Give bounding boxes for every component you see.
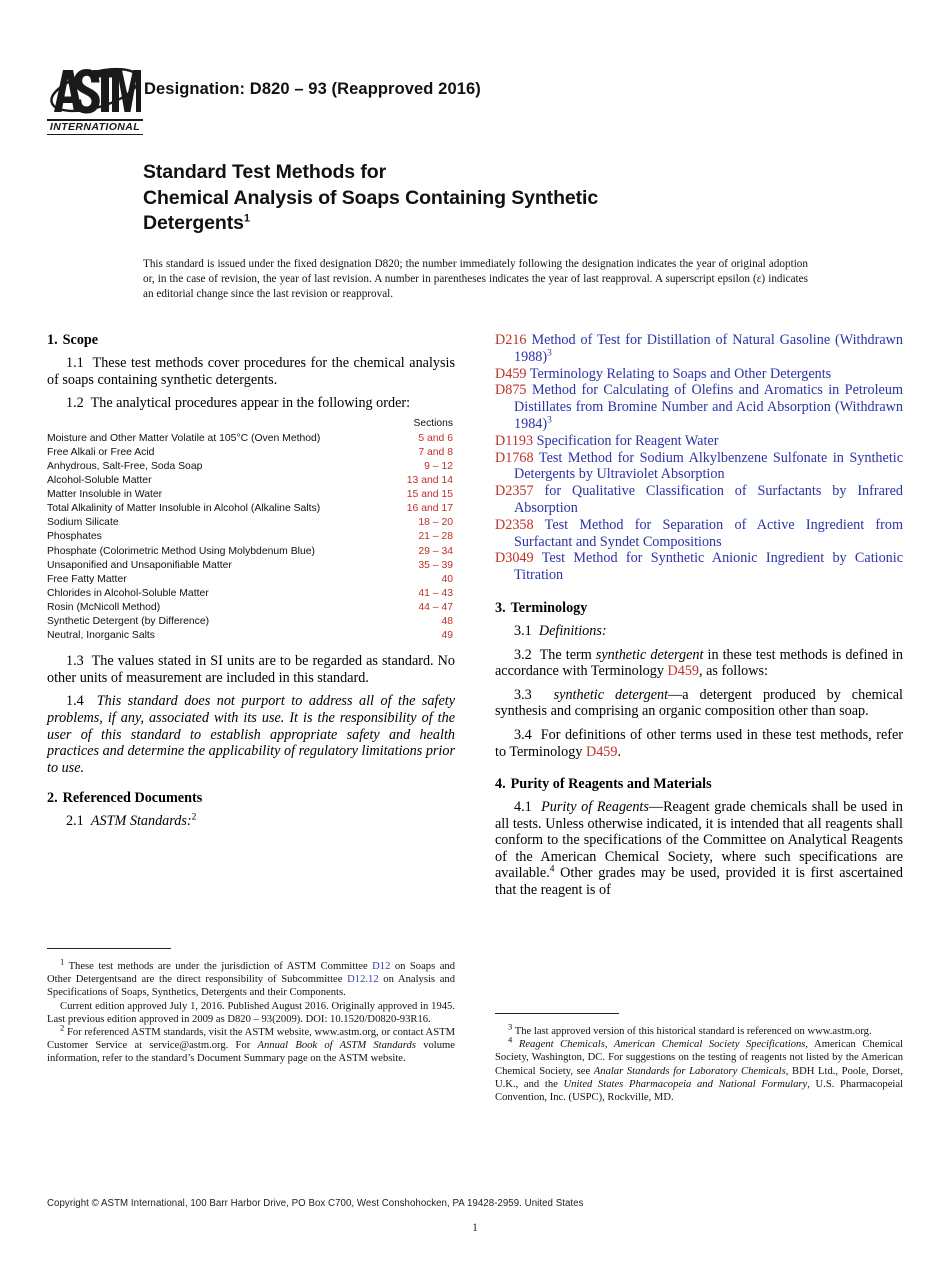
- procedure-name: Free Fatty Matter: [47, 573, 127, 585]
- section-title: Purity of Reagents and Materials: [510, 776, 712, 793]
- standard-preamble: This standard is issued under the fixed designation D820; the number immediately following the designation indicates the year of original adoption or, in the case of revision, the year of last revision. A number in parentheses indicates the year of last reapproval. A superscript epsilon (ε) indicates an editorial change since the last revision or reapproval.: [143, 258, 808, 301]
- paragraph-1-4: 1.4 This standard does not purport to address all of the safety problems, if any, associated with its use. It is the responsibility of the user of this standard to establish appropriate safety and health practices and determine the applicability of regulatory limitations prior to use.: [47, 693, 455, 776]
- standard-title[interactable]: Test Method for Synthetic Anionic Ingredient by Cationic Titration: [514, 550, 904, 584]
- standard-suffix: (Withdrawn 1988): [514, 332, 904, 365]
- footnote-number: 3: [508, 1021, 513, 1032]
- standard-title[interactable]: Terminology Relating to Soaps and Other Detergents: [529, 365, 832, 382]
- standard-designation[interactable]: D1193: [495, 432, 534, 449]
- procedure-name: Rosin (McNicoll Method): [47, 601, 161, 613]
- section-title: Terminology: [510, 599, 588, 616]
- committee-link-d12[interactable]: D12: [372, 961, 391, 972]
- footnote-marker: 2: [191, 812, 197, 823]
- procedure-sections: 29 – 34: [418, 545, 453, 557]
- procedure-name: Unsaponified and Unsaponifiable Matter: [47, 559, 232, 571]
- paragraph-1-1: 1.1 These test methods cover procedures for the chemical analysis of soaps containing synthetic detergents.: [47, 355, 455, 388]
- paragraph-3-2: 3.2 The term synthetic detergent in these test methods is defined in accordance with Terminology D459, as follows:: [495, 646, 903, 680]
- standard-title[interactable]: Specification for Reagent Water: [536, 432, 719, 449]
- standard-designation[interactable]: D2357: [495, 483, 534, 500]
- footnote-divider: [47, 948, 171, 949]
- table-row: [47, 629, 455, 643]
- procedure-name: Total Alkalinity of Matter Insoluble in Alcohol (Alkaline Salts): [47, 503, 321, 515]
- procedure-sections: 21 – 28: [418, 531, 453, 543]
- list-item: [495, 550, 903, 584]
- table-row: [47, 615, 455, 629]
- footnote-3: $^3$ The last approved version of this historical standard is referenced on www.astm.org.: [508, 1021, 872, 1037]
- standard-title[interactable]: Test Method for Sodium Alkylbenzene Sulfonate in Synthetic Detergents by Ultraviolet Absorption: [514, 449, 904, 483]
- footnote-2: $^2$ For referenced ASTM standards, visit the ASTM website, www.astm.org, or contact ASTM Customer Service at service@astm.org. For Annual Book of ASTM Standards volume information, refer to the standard’s Document Summary page on the ASTM website.: [47, 1022, 455, 1065]
- section-number: 1.: [47, 332, 58, 348]
- procedure-sections: 7 and 8: [418, 446, 453, 458]
- table-row: [47, 432, 455, 446]
- list-item: [495, 450, 903, 484]
- footnote-marker: 4: [549, 864, 555, 875]
- procedure-sections: 48: [441, 616, 453, 627]
- section-title: Scope: [62, 332, 99, 348]
- standard-title[interactable]: Method for Calculating of Olefins and Aromatics in Petroleum Distillates from Bromine Number and Acid Absorption: [514, 382, 903, 416]
- footnote-divider: [495, 1013, 619, 1014]
- table-row: [47, 502, 455, 516]
- right-column: [495, 332, 903, 906]
- standard-designation[interactable]: D3049: [495, 550, 534, 567]
- procedure-name: Free Alkali or Free Acid: [47, 446, 155, 458]
- section-heading-scope: [47, 332, 455, 349]
- document-header: [47, 62, 907, 142]
- procedure-sections: 16 and 17: [406, 503, 453, 515]
- list-item: [495, 433, 903, 450]
- procedures-table-body: [47, 432, 455, 643]
- procedure-name: Sodium Silicate: [47, 517, 119, 529]
- standard-designation[interactable]: D875: [495, 382, 527, 399]
- page-number: 1: [472, 1222, 478, 1234]
- paragraph-4-1: 4.1 Purity of Reagents—Reagent grade chemicals shall be used in all tests. Unless otherwise indicated, it is intended that all reagents shall conform to the specifications of the Committee on Analytical Reagents of the American Chemical Society, where such specifications are available.$^4$ Other grades may be used, provided it is first ascertained that the reagent is of: [495, 799, 903, 899]
- paragraph-1-3: 1.3 The values stated in SI units are to be regarded as standard. No other units of measurement are included in this standard.: [47, 653, 455, 686]
- standard-title[interactable]: Test Method for Separation of Active Ingredient from Surfactant and Syndet Compositions: [514, 516, 903, 550]
- standard-designation[interactable]: D216: [495, 332, 527, 348]
- list-item: [495, 366, 903, 383]
- paragraph-3-3: 3.3 synthetic detergent—a detergent produced by chemical synthesis and comprising an organic composition other than soap.: [495, 686, 903, 720]
- subcommittee-link-d1212[interactable]: D12.12: [347, 974, 379, 986]
- paragraph-1-2: 1.2 The analytical procedures appear in the following order:: [66, 395, 411, 412]
- table-row: [47, 559, 455, 573]
- paragraph-3-1: 3.1 Definitions:: [514, 622, 607, 639]
- standard-designation[interactable]: D459: [495, 365, 527, 382]
- footnote-number: 1: [60, 956, 65, 967]
- section-heading-referenced-documents: [47, 790, 455, 807]
- procedure-sections: 13 and 14: [406, 475, 453, 487]
- standard-title[interactable]: for Qualitative Classification of Surfactants by Infrared Absorption: [514, 483, 904, 516]
- table-row: [47, 587, 455, 601]
- procedure-sections: 41 – 43: [418, 587, 453, 599]
- section-number: 2.: [47, 790, 58, 807]
- procedure-name: Neutral, Inorganic Salts: [47, 630, 156, 642]
- table-row: [47, 573, 455, 587]
- list-item: [495, 483, 903, 517]
- standard-suffix: (Withdrawn 1984): [514, 399, 903, 432]
- procedure-sections: 9 – 12: [424, 460, 453, 472]
- standard-designation[interactable]: D2358: [495, 516, 534, 533]
- list-item: [495, 517, 903, 551]
- standard-designation[interactable]: D1768: [495, 449, 534, 466]
- procedure-name: Chlorides in Alcohol-Soluble Matter: [47, 587, 209, 599]
- section-heading-terminology: [495, 600, 903, 617]
- procedure-sections: 15 and 15: [406, 489, 453, 501]
- procedure-name: Phosphate (Colorimetric Method Using Molybdenum Blue): [47, 545, 315, 557]
- title-line-2: Chemical Analysis of Soaps Containing Synthetic: [143, 186, 599, 209]
- table-row: [47, 516, 455, 530]
- footnote-1: $^1$ These test methods are under the jurisdiction of ASTM Committee D12 on Soaps and Other Detergentsand are the direct responsibility of Subcommittee D12.12 on Analysis and Specifications of Soaps, Synthetics, Detergents and their Components.: [47, 956, 455, 999]
- paragraph-3-4: 3.4 For definitions of other terms used in these test methods, refer to Terminology D459.: [495, 726, 903, 760]
- astm-logo: [47, 62, 143, 138]
- table-row: [47, 474, 455, 488]
- procedure-name: Matter Insoluble in Water: [47, 489, 163, 501]
- procedures-table: [47, 432, 455, 643]
- list-item: [495, 332, 903, 366]
- footnotes-left: [47, 948, 455, 1066]
- section-number: 3.: [495, 599, 506, 616]
- title-line-3: Detergents$^1$: [143, 212, 250, 234]
- title-footnote-marker: 1: [243, 212, 250, 225]
- procedure-name: Alcohol-Soluble Matter: [47, 475, 152, 487]
- procedure-sections: 35 – 39: [418, 559, 453, 571]
- procedure-sections: 5 and 6: [418, 432, 453, 444]
- procedure-name: Anhydrous, Salt-Free, Soda Soap: [47, 460, 203, 472]
- section-title: Referenced Documents: [62, 790, 203, 807]
- procedure-name: Phosphates: [47, 531, 102, 543]
- footnote-edition-info: Current edition approved July 1, 2016. Published August 2016. Originally approved in 1945. Last previous edition approved in 2009 as D820 – 93(2009). DOI: 10.1520/D0820-93R16.: [47, 1000, 455, 1025]
- footnote-4: $^4$ Reagent Chemicals, American Chemical Society Specifications, American Chemical Society, Washington, DC. For suggestions on the testing of reagents not listed by the American Chemical Society, see Analar Standards for Laboratory Chemicals, BDH Ltd., Poole, Dorset, U.K., and the United States Pharmacopeia and National Formulary, U.S. Pharmacopeial Convention, Inc. (USPC), Rockville, MD.: [495, 1034, 904, 1104]
- astm-logo-subtitle: INTERNATIONAL: [47, 119, 143, 135]
- footnote-marker: 3: [547, 348, 552, 359]
- footnotes-right: [495, 1013, 903, 1104]
- footnote-number: 2: [60, 1022, 65, 1033]
- table-row: [47, 545, 455, 559]
- title-line-1: Standard Test Methods for: [143, 161, 387, 183]
- table-row: [47, 530, 455, 544]
- procedure-sections: 44 – 47: [418, 601, 453, 613]
- footnote-marker: 3: [547, 415, 552, 426]
- section-heading-purity: [495, 776, 903, 793]
- sections-column-header: Sections: [413, 417, 453, 429]
- table-row: [47, 488, 455, 502]
- procedure-name: Synthetic Detergent (by Difference): [47, 616, 210, 627]
- standard-link-d459[interactable]: D459: [585, 743, 618, 760]
- paragraph-2-1: 2.1 ASTM Standards:$^2$: [66, 812, 197, 830]
- copyright-notice: Copyright © ASTM International, 100 Barr Harbor Drive, PO Box C700, West Conshohocken, PA 19428-2959. United States: [47, 1198, 584, 1209]
- table-row: [47, 446, 455, 460]
- table-row: [47, 460, 455, 474]
- procedure-sections: 49: [441, 630, 453, 642]
- astm-logo-mark: [49, 62, 141, 120]
- table-row: [47, 601, 455, 615]
- astm-standards-list: [495, 332, 903, 584]
- designation-line: Designation: D820 – 93 (Reapproved 2016): [144, 80, 481, 98]
- standard-link-d459[interactable]: D459: [667, 663, 700, 680]
- procedure-sections: 18 – 20: [418, 517, 453, 529]
- left-column: [47, 332, 455, 837]
- procedure-name: Moisture and Other Matter Volatile at 105°C (Oven Method): [47, 432, 321, 444]
- procedure-sections: 40: [441, 573, 453, 585]
- section-number: 4.: [495, 776, 506, 793]
- list-item: [495, 382, 903, 432]
- standard-title[interactable]: Method of Test for Distillation of Natural Gasoline: [531, 332, 831, 348]
- document-title: [143, 160, 843, 237]
- footnote-number: 4: [508, 1034, 513, 1045]
